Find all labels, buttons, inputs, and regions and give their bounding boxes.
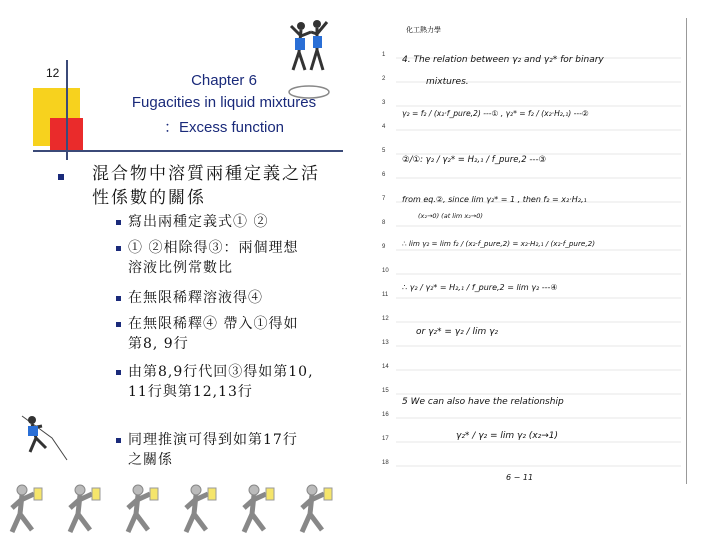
- main-bullet-text: [92, 162, 362, 210]
- note-line-7: from eq.②, since lim γ₂* = 1 , then f₂ = x₂·H₂,₁: [402, 195, 587, 204]
- sub-bullet-marker: [116, 246, 121, 251]
- note-line-number: 11: [382, 292, 389, 298]
- sub-bullet-2-line1: ① ②相除得③：兩個理想: [128, 240, 299, 256]
- sub-bullet-marker: [116, 296, 121, 301]
- sub-bullet-3-line1: 在無限稀釋溶液得④: [128, 290, 263, 306]
- sub-bullet-3: [128, 288, 368, 308]
- sub-bullet-1-line1: 寫出兩種定義式① ②: [128, 214, 269, 230]
- notes-header: 化工熱力學: [406, 26, 441, 34]
- decor-vertical-line: [66, 60, 68, 160]
- climber-clipart-icon: [12, 408, 72, 468]
- note-line-number: 4: [382, 124, 386, 130]
- main-bullet-line2: 性係數的關係: [92, 188, 206, 208]
- note-line-number: 13: [382, 340, 389, 346]
- slide-title-line2: Fugacities in liquid mixtures: [131, 94, 317, 111]
- note-eq-12-13: or γ₂* = γ₂ / lim γ₂: [416, 327, 499, 337]
- sub-bullet-6: [128, 430, 368, 470]
- note-eq-10-11: ∴ γ₂ / γ₂* = H₂,₁ / f_pure,2 = lim γ₂ ---④: [402, 283, 558, 292]
- runners-clipart-row-icon: [0, 480, 380, 540]
- note-eq-1-2: γ₂ = f₂ / (x₂·f_pure,2) ---① , γ₂* = f₂ / (x₂·H₂,₁) ---②: [402, 109, 589, 118]
- note-line-4b: mixtures.: [426, 77, 469, 87]
- main-bullet-line1: 混合物中溶質兩種定義之活: [92, 164, 320, 184]
- note-line-number: 2: [382, 76, 386, 82]
- sub-bullet-marker: [116, 370, 121, 375]
- note-line-number: 8: [382, 220, 386, 226]
- notes-page-number: 6 − 11: [506, 473, 534, 482]
- note-line-15: 5 We can also have the relationship: [402, 397, 564, 407]
- sub-bullet-1: [128, 212, 368, 232]
- sub-bullet-5: [128, 362, 368, 402]
- sub-bullet-5-line1: 由第8,9行代回③得如第10,: [128, 364, 314, 380]
- handwritten-notes-panel: [376, 18, 687, 484]
- sub-bullet-5-line2: 11行與第12,13行: [128, 384, 253, 400]
- note-line-number: 3: [382, 100, 386, 106]
- note-line-4: 4. The relation between γ₂ and γ₂* for binary: [402, 55, 604, 65]
- note-line-number: 7: [382, 196, 386, 202]
- note-line-number: 5: [382, 148, 386, 154]
- sub-bullet-6-line1: 同理推演可得到如第17行: [128, 432, 298, 448]
- note-eq-8-9: ∴ lim γ₂ = lim f₂ / (x₂·f_pure,2) = x₂·H₂,₁ / (x₂·f_pure,2): [402, 239, 596, 248]
- sub-bullet-4: [128, 314, 368, 354]
- note-eq-16-17: γ₂* / γ₂ = lim γ₂ (x₂→1): [456, 431, 559, 441]
- bullet-marker: [58, 174, 64, 180]
- sub-bullet-4-line2: 第8, 9行: [128, 336, 189, 352]
- sub-bullet-marker: [116, 438, 121, 443]
- sub-bullet-marker: [116, 322, 121, 327]
- sub-bullet-marker: [116, 220, 121, 225]
- slide-number: 12: [46, 66, 60, 80]
- note-eq-3: ②/①: γ₂ / γ₂* = H₂,₁ / f_pure,2 ---③: [402, 155, 547, 165]
- note-line-number: 17: [382, 436, 389, 442]
- slide-title-line3: ：Excess function: [163, 119, 285, 136]
- sub-bullet-6-line2: 之關係: [128, 452, 173, 468]
- notes-sheet: [376, 18, 686, 484]
- note-line-number: 10: [382, 268, 389, 274]
- note-line-number: 18: [382, 460, 389, 466]
- note-line-number: 16: [382, 412, 389, 418]
- sub-bullet-2-line2: 溶液比例常數比: [128, 260, 233, 276]
- slide-title-line1: Chapter 6: [191, 72, 257, 89]
- note-line-number: 9: [382, 244, 386, 250]
- note-line-7b: (x₂→0) (at lim x₂→0): [418, 212, 483, 220]
- note-line-number: 1: [382, 52, 386, 58]
- note-line-number: 12: [382, 316, 389, 322]
- note-line-number: 15: [382, 388, 389, 394]
- note-line-number: 14: [382, 364, 389, 370]
- sub-bullet-2: [128, 238, 368, 278]
- note-line-number: 6: [382, 172, 386, 178]
- sub-bullet-4-line1: 在無限稀釋④ 帶入①得如: [128, 316, 299, 332]
- decor-horizontal-line: [33, 150, 343, 152]
